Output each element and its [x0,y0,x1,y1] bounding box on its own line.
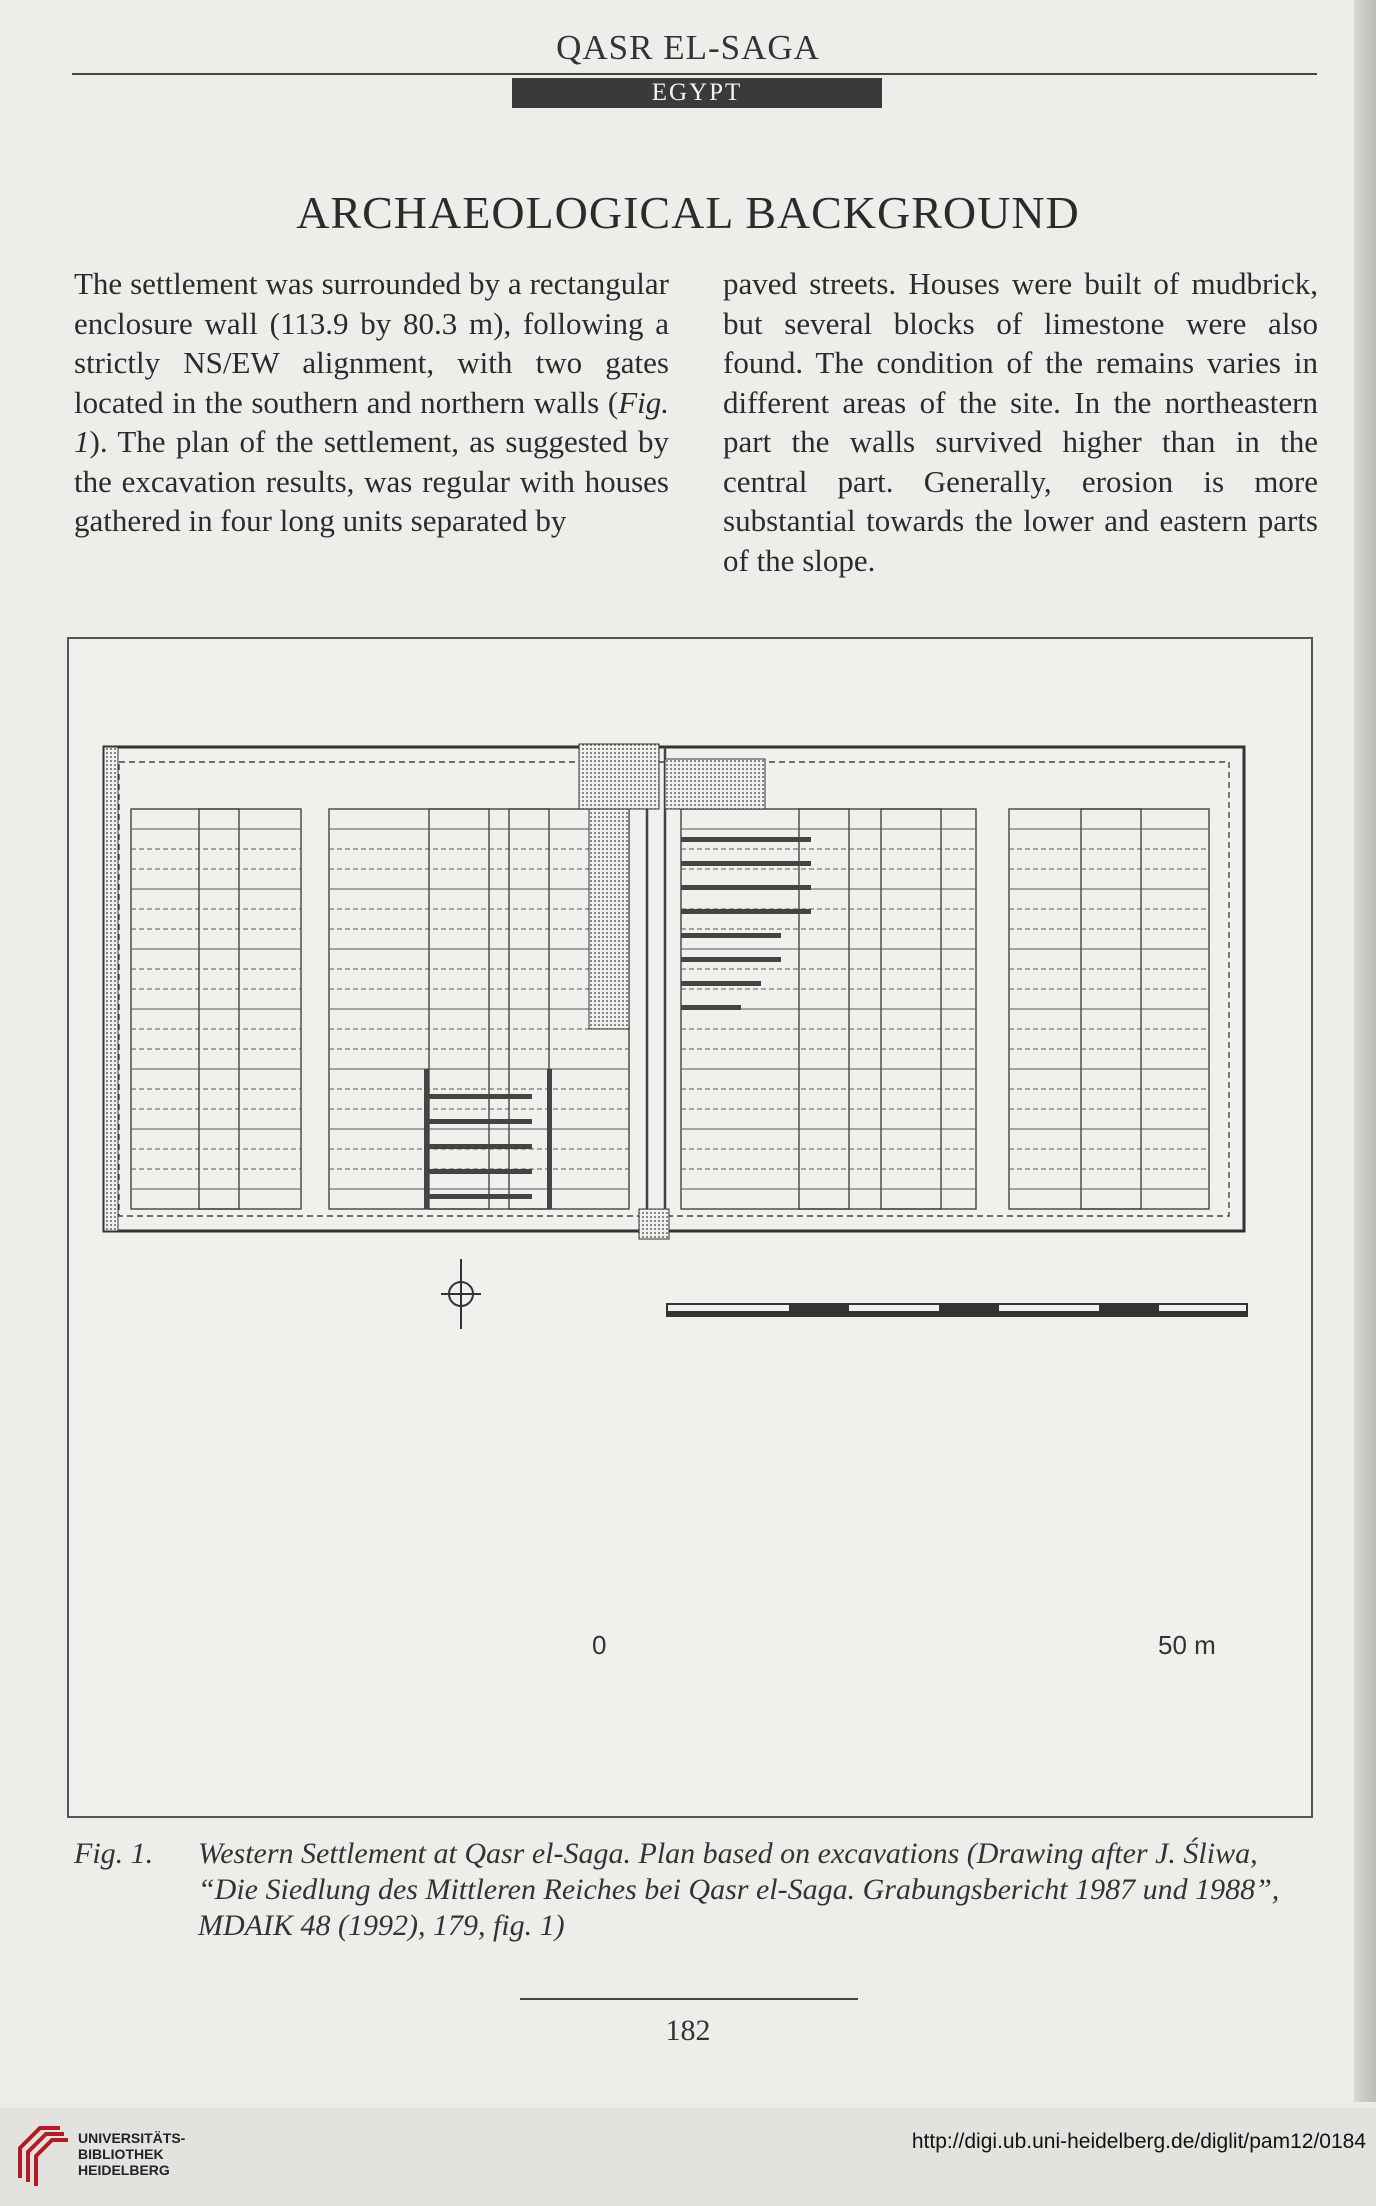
library-name-line1: UNIVERSITÄTS- [78,2130,186,2146]
scale-bar [667,1304,1247,1316]
library-name-line2: BIBLIOTHEK [78,2146,164,2162]
north-gate-excavation [579,744,659,809]
south-gate-excavation [639,1209,669,1239]
source-url-link[interactable]: http://digi.ub.uni-heidelberg.de/diglit/pam12/0184 [911,2130,1366,2153]
library-logo-icon [10,2118,70,2188]
page-number: 182 [665,2014,711,2047]
library-name-line3: HEIDELBERG [78,2162,170,2178]
section-title: ARCHAEOLOGICAL BACKGROUND [296,187,1080,238]
left-text-start: The settlement was surrounded by a rectangular enclosure wall (113.9 by 80.3 m), following a strictly NS/EW alignment, with two gates located in the southern and northern walls ( [74,266,669,420]
right-column-text: paved streets. Houses were built of mudbrick, but several blocks of limestone were also found. The condition of the remains varies in different areas of the site. In the northeastern part the walls survived higher than in the central part. Generally, erosion is more substantial towards the lower and eastern parts of the slope. [723,266,1318,578]
page-edge [1354,0,1376,2102]
library-name [78,2130,185,2178]
site-plan-drawing [69,639,1311,1816]
scale-start-label: 0 [592,1630,607,1660]
header-rule [72,73,1317,75]
footer-rule [520,1998,858,2000]
caption-label: Fig. 1. [74,1837,154,1870]
running-title: QASR EL-SAGA [556,28,820,67]
caption-text: Western Settlement at Qasr el-Saga. Plan based on excavations (Drawing after J. Śliwa, “Die Siedlung des Mittleren Reiches bei Qasr el-Saga. Grabungsbericht 1987 und 1988”, MDAIK 48 (1992), 179, fig. 1) [198,1837,1280,1942]
scale-end-label: 50 m [1158,1630,1216,1660]
left-column-text [74,264,669,541]
library-footer [0,2108,1376,2206]
site-plan-figure [67,637,1313,1818]
left-text-end: ). The plan of the settlement, as suggested by the excavation results, was regular with houses gathered in four long units separated by [74,424,669,538]
country-bar: EGYPT [512,78,882,108]
figure-reference: Fig. 1 [74,384,669,459]
north-arrow-icon [441,1259,481,1329]
